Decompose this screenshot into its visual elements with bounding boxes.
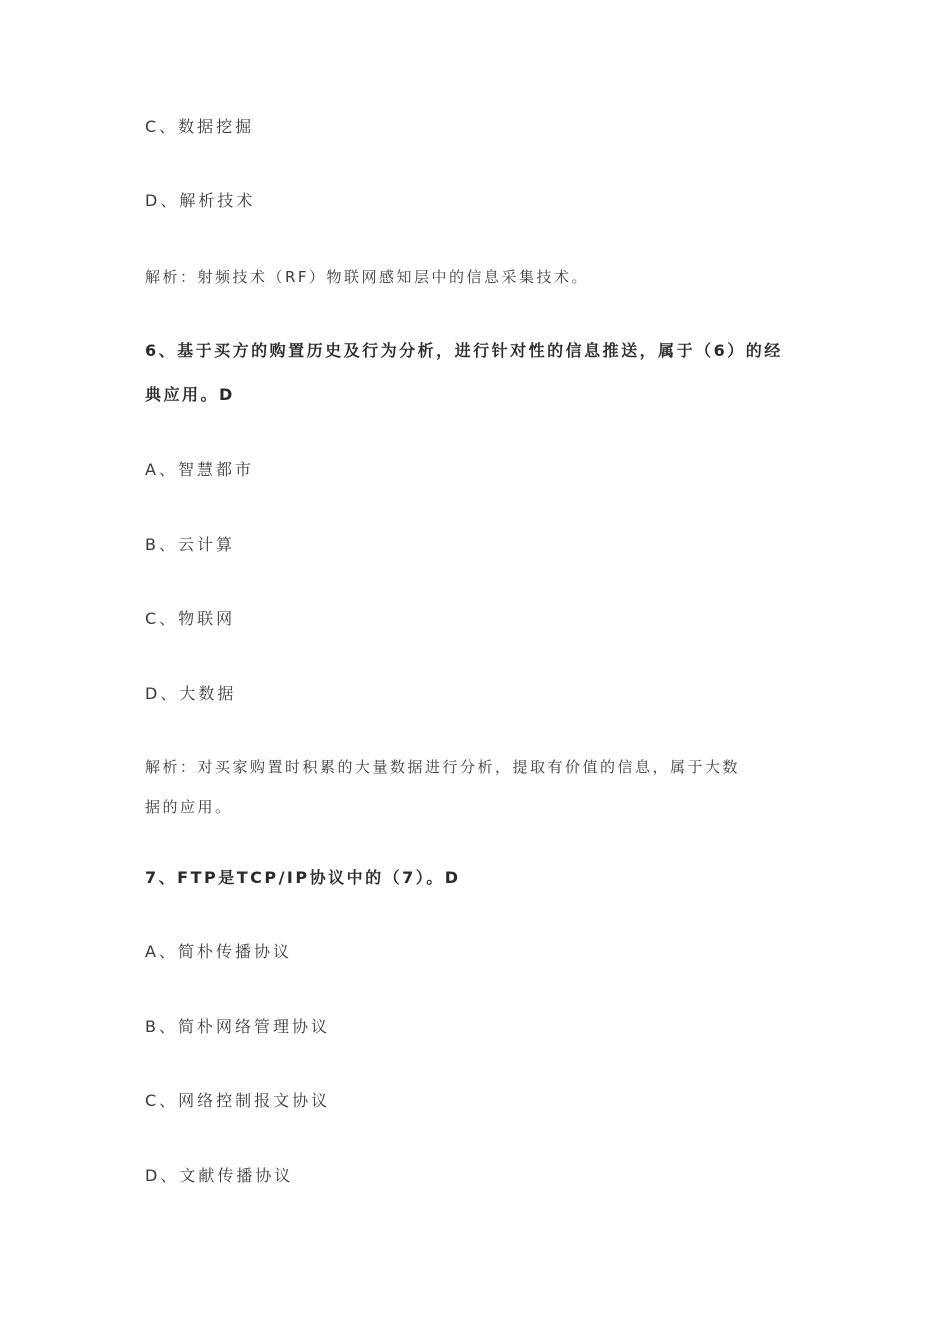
question-6-option-d: D、大数据	[145, 684, 237, 703]
option-d-prev: D、解析技术	[145, 191, 256, 210]
question-7-option-d: D、文献传播协议	[145, 1166, 294, 1185]
question-6-analysis-line1: 解析：对买家购置时积累的大量数据进行分析，提取有价值的信息，属于大数	[145, 758, 741, 776]
question-7-option-c: C、网络控制报文协议	[145, 1091, 331, 1110]
option-c-prev: C、数据挖掘	[145, 117, 255, 136]
question-6-option-c: C、物联网	[145, 609, 236, 628]
question-6-analysis-line2: 据的应用。	[145, 798, 233, 816]
question-7-option-a: A、简朴传播协议	[145, 942, 292, 961]
question-6-option-b: B、云计算	[145, 535, 235, 554]
question-7-stem: 7、FTP是TCP/IP协议中的（7）。D	[145, 868, 461, 887]
question-6-option-a: A、智慧都市	[145, 460, 254, 479]
question-6-stem-line1: 6、基于买方的购置历史及行为分析，进行针对性的信息推送，属于（6）的经	[145, 341, 783, 360]
analysis-prev: 解析：射频技术（RF）物联网感知层中的信息采集技术。	[145, 268, 590, 286]
question-7-option-b: B、简朴网络管理协议	[145, 1017, 330, 1036]
question-6-stem-line2: 典应用。D	[145, 385, 235, 404]
